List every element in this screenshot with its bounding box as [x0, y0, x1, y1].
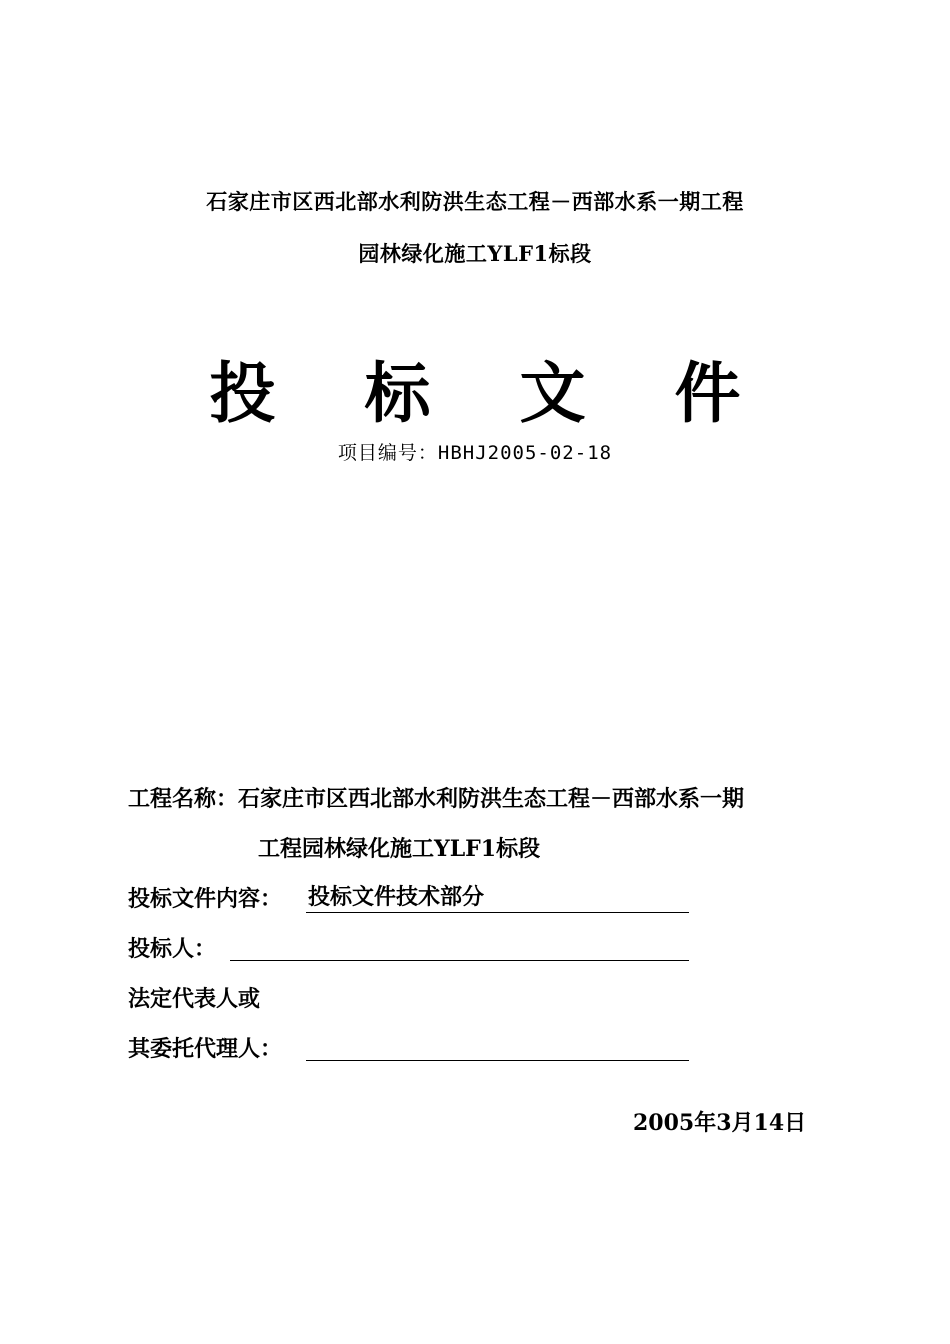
legal-rep-label: 法定代表人或 — [128, 986, 261, 1012]
agent-underline — [306, 1030, 689, 1061]
project-name-value-line1: 石家庄市区西北部水利防洪生态工程－西部水系一期 — [238, 786, 745, 812]
project-name-row — [128, 782, 744, 816]
document-title — [0, 340, 950, 435]
bid-content-label: 投标文件内容： — [128, 886, 283, 912]
project-name-label: 工程名称： — [128, 786, 239, 812]
title-char-1: 投 — [209, 354, 276, 432]
bid-content-value: 投标文件技术部分 — [308, 884, 485, 910]
title-char-3: 文 — [519, 354, 586, 432]
project-name-value-line2: 工程园林绿化施工YLF1标段 — [258, 836, 541, 862]
agent-label: 其委托代理人： — [128, 1036, 283, 1062]
bidder-label: 投标人： — [128, 936, 217, 962]
title-char-2: 标 — [364, 354, 431, 432]
project-number: 项目编号：HBHJ2005-02-18 — [337, 442, 613, 464]
header-line-2: 园林绿化施工YLF1标段 — [358, 241, 592, 266]
bidder-underline — [230, 930, 689, 961]
document-date: 2005年3月14日 — [633, 1110, 807, 1136]
header-line-1: 石家庄市区西北部水利防洪生态工程－西部水系一期工程 — [206, 189, 744, 214]
title-char-4: 件 — [674, 354, 741, 432]
